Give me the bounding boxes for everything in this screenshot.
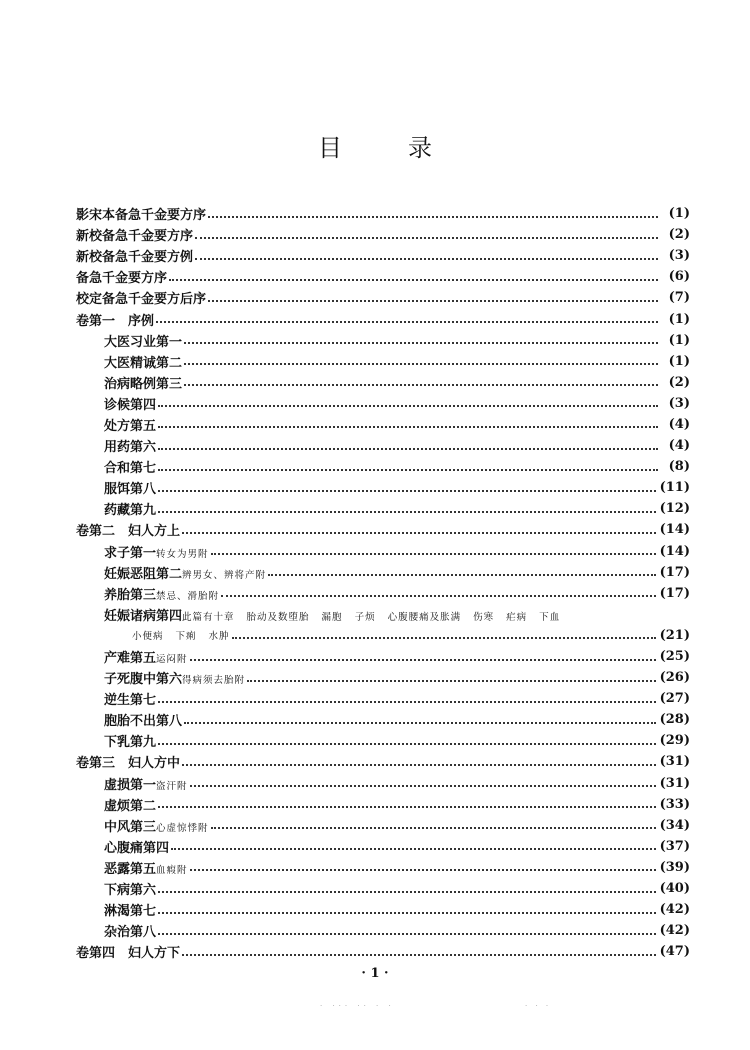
- toc-volume-entry[interactable]: [76, 751, 690, 772]
- toc-entry-label: 治病略例第三: [104, 376, 183, 392]
- dot-leader: [158, 933, 656, 935]
- page-title: [0, 128, 750, 163]
- toc-page-number: (11): [659, 480, 690, 496]
- toc-page-number: (33): [659, 796, 690, 812]
- dot-leader: [190, 869, 656, 871]
- dot-leader: [221, 595, 656, 597]
- toc-entry-label: 药藏第九: [104, 503, 157, 519]
- dot-leader: [184, 342, 658, 344]
- dot-leader: [190, 785, 656, 787]
- toc-entry[interactable]: [76, 920, 690, 941]
- toc-entry-label: 下乳第九: [104, 735, 157, 751]
- toc-entry-label: 新校备急千金要方例: [76, 250, 194, 266]
- toc-page-number: (1): [668, 332, 690, 348]
- toc-entry[interactable]: [76, 224, 690, 245]
- toc-page-number: (1): [668, 311, 690, 327]
- toc-entry-note: 此篇有十章 胎动及数堕胎 漏胞 子烦 心腹腰痛及胀满 伤寒 疟病 下血: [182, 611, 561, 623]
- dot-leader: [158, 490, 656, 492]
- toc-entry[interactable]: [76, 435, 690, 456]
- toc-entry[interactable]: [76, 456, 690, 477]
- toc-page-number: (14): [659, 543, 690, 559]
- toc-entry[interactable]: [76, 245, 690, 266]
- toc-entry[interactable]: [76, 266, 690, 287]
- toc-page-number: (27): [659, 691, 690, 707]
- toc-page-number: (47): [659, 944, 690, 960]
- dot-leader: [211, 553, 656, 555]
- scan-artifacts: . . .: [525, 1000, 552, 1008]
- toc-entry[interactable]: [76, 667, 690, 688]
- dot-leader: [247, 680, 656, 682]
- toc-entry-label: 妊娠诸病第四此篇有十章 胎动及数堕胎 漏胞 子烦 心腹腰痛及胀满 伤寒 疟病 下血: [104, 608, 561, 624]
- toc-page-number: (7): [668, 290, 690, 306]
- toc-page-number: (40): [659, 881, 690, 897]
- toc-entry[interactable]: [76, 414, 690, 435]
- dot-leader: [158, 469, 658, 471]
- toc-page-number: (4): [668, 416, 690, 432]
- toc-entry-label: 大医精诚第二: [104, 355, 183, 371]
- toc-entry-label: 卷第二 妇人方上: [76, 524, 181, 540]
- dot-leader: [158, 743, 656, 745]
- toc-entry-label: 淋渴第七: [104, 904, 157, 920]
- dot-leader: [156, 321, 658, 323]
- toc-page-number: (4): [668, 438, 690, 454]
- toc-entry[interactable]: [76, 287, 690, 308]
- toc-entry[interactable]: [76, 878, 690, 899]
- toc-entry-label: 产难第五运闷附: [104, 651, 188, 667]
- toc-entry[interactable]: [76, 604, 690, 625]
- dot-leader: [182, 764, 656, 766]
- toc-page-number: (26): [659, 670, 690, 686]
- toc-entry[interactable]: [76, 203, 690, 224]
- toc-page-number: (37): [659, 838, 690, 854]
- toc-entry-label: 卷第四 妇人方下: [76, 946, 181, 962]
- toc-entry-label: 新校备急千金要方序: [76, 229, 194, 245]
- page-folio: · 1 ·: [361, 966, 389, 981]
- toc-entry-label: 杂治第八: [104, 925, 157, 941]
- toc-entry-label: 诊候第四: [104, 397, 157, 413]
- toc-entry-label: 校定备急千金要方后序: [76, 292, 207, 308]
- dot-leader: [195, 258, 658, 260]
- toc-entry[interactable]: [76, 836, 690, 857]
- toc-page-number: (17): [659, 585, 690, 601]
- toc-entry[interactable]: [76, 583, 690, 604]
- toc-entry[interactable]: [76, 330, 690, 351]
- toc-entry-label: 备急千金要方序: [76, 271, 168, 287]
- toc-entry-note: 禁忌、滑胎附: [156, 590, 220, 602]
- toc-entry-label: 处方第五: [104, 418, 157, 434]
- toc-volume-entry[interactable]: [76, 941, 690, 962]
- toc-page-number: (28): [659, 712, 690, 728]
- toc-page-number: (31): [659, 775, 690, 791]
- toc-entry-label: 妊娠恶阻第二辨男女、辨将产附: [104, 566, 267, 582]
- toc-entry-note-continued: 小便病 下痢 水肿: [132, 631, 230, 643]
- toc-entry-note: 得病须去胎附: [182, 675, 246, 687]
- dot-leader: [158, 806, 656, 808]
- toc-page-number: (25): [659, 649, 690, 665]
- dot-leader: [208, 300, 658, 302]
- toc-page-number: (8): [668, 459, 690, 475]
- toc-entry[interactable]: [76, 562, 690, 583]
- dot-leader: [190, 659, 656, 661]
- toc-entry[interactable]: [76, 709, 690, 730]
- toc-page-number: (14): [659, 522, 690, 538]
- toc-entry[interactable]: [76, 794, 690, 815]
- toc-entry[interactable]: [76, 646, 690, 667]
- toc-entry-label: 合和第七: [104, 461, 157, 477]
- toc-page-number: (39): [659, 859, 690, 875]
- dot-leader: [268, 574, 656, 576]
- toc-entry-label: 影宋本备急千金要方序: [76, 208, 207, 224]
- toc-page-number: (2): [668, 374, 690, 390]
- toc-page-number: (34): [659, 817, 690, 833]
- toc-page-number: (1): [668, 206, 690, 222]
- dot-leader: [208, 216, 658, 218]
- toc-entry-note: 转女为男附: [156, 548, 209, 560]
- toc-page-number: (1): [668, 353, 690, 369]
- toc-entry-label: 心腹痛第四: [104, 840, 170, 856]
- dot-leader: [232, 637, 656, 639]
- toc-entry-label: 中风第三心虚惊悸附: [104, 819, 209, 835]
- toc-page-number: (21): [659, 627, 690, 643]
- dot-leader: [184, 722, 656, 724]
- toc-entry-note: 辨男女、辨将产附: [182, 569, 267, 581]
- toc-entry[interactable]: [76, 815, 690, 836]
- toc-entry[interactable]: [76, 477, 690, 498]
- dot-leader: [158, 912, 656, 914]
- dot-leader: [169, 279, 658, 281]
- toc-entry[interactable]: [76, 351, 690, 372]
- toc-page-number: (3): [668, 395, 690, 411]
- toc-volume-entry[interactable]: [76, 519, 690, 540]
- dot-leader: [158, 701, 656, 703]
- toc-entry-label: 子死腹中第六得病须去胎附: [104, 672, 246, 688]
- toc-entry[interactable]: [76, 899, 690, 920]
- toc-entry[interactable]: [76, 541, 690, 562]
- toc-entry[interactable]: [76, 498, 690, 519]
- toc-entry-label: 服饵第八: [104, 482, 157, 498]
- table-of-contents: [76, 203, 690, 962]
- toc-entry-label: 逆生第七: [104, 693, 157, 709]
- title-char-2: 录: [408, 134, 432, 162]
- dot-leader: [182, 954, 656, 956]
- dot-leader: [158, 511, 656, 513]
- toc-entry-label: 恶露第五血瘕附: [104, 861, 188, 877]
- dot-leader: [171, 848, 656, 850]
- toc-entry-note: 血瘕附: [156, 864, 188, 876]
- toc-entry[interactable]: [76, 730, 690, 751]
- toc-page-number: (12): [659, 501, 690, 517]
- toc-entry-note: 心虚惊悸附: [156, 822, 209, 834]
- toc-page-number: (42): [659, 902, 690, 918]
- toc-entry-label: 卷第三 妇人方中: [76, 756, 181, 772]
- toc-page-number: (31): [659, 754, 690, 770]
- title-char-1: 目: [318, 134, 342, 162]
- dot-leader: [158, 426, 658, 428]
- dot-leader: [158, 891, 656, 893]
- toc-entry-label: 虚烦第二: [104, 798, 157, 814]
- dot-leader: [158, 448, 658, 450]
- toc-page-number: (3): [668, 248, 690, 264]
- toc-entry[interactable]: [76, 688, 690, 709]
- toc-entry-label: 卷第一 序例: [76, 313, 155, 329]
- dot-leader: [184, 384, 658, 386]
- toc-entry-continuation[interactable]: [76, 625, 690, 646]
- dot-leader: [211, 827, 656, 829]
- toc-page-number: (42): [659, 923, 690, 939]
- toc-entry[interactable]: [76, 393, 690, 414]
- dot-leader: [184, 363, 658, 365]
- dot-leader: [182, 532, 656, 534]
- toc-entry-label: 用药第六: [104, 440, 157, 456]
- dot-leader: [158, 405, 658, 407]
- toc-page-number: (2): [668, 227, 690, 243]
- toc-page-number: (6): [668, 269, 690, 285]
- toc-page-number: (17): [659, 564, 690, 580]
- toc-entry-label: 虚损第一盗汗附: [104, 777, 188, 793]
- toc-entry-note: 运闷附: [156, 654, 188, 666]
- toc-entry-label: 养胎第三禁忌、滑胎附: [104, 587, 220, 603]
- toc-volume-entry[interactable]: [76, 308, 690, 329]
- toc-entry-label: 大医习业第一: [104, 334, 183, 350]
- toc-entry[interactable]: [76, 857, 690, 878]
- dot-leader: [195, 237, 658, 239]
- toc-page-number: (29): [659, 733, 690, 749]
- scan-artifacts: . ... .. . .: [320, 1000, 395, 1008]
- toc-entry-label: 下病第六: [104, 883, 157, 899]
- toc-entry-label: 胞胎不出第八: [104, 714, 183, 730]
- toc-entry-note: 盗汗附: [156, 780, 188, 792]
- toc-entry-label: 求子第一转女为男附: [104, 545, 209, 561]
- toc-entry[interactable]: [76, 372, 690, 393]
- toc-entry[interactable]: [76, 773, 690, 794]
